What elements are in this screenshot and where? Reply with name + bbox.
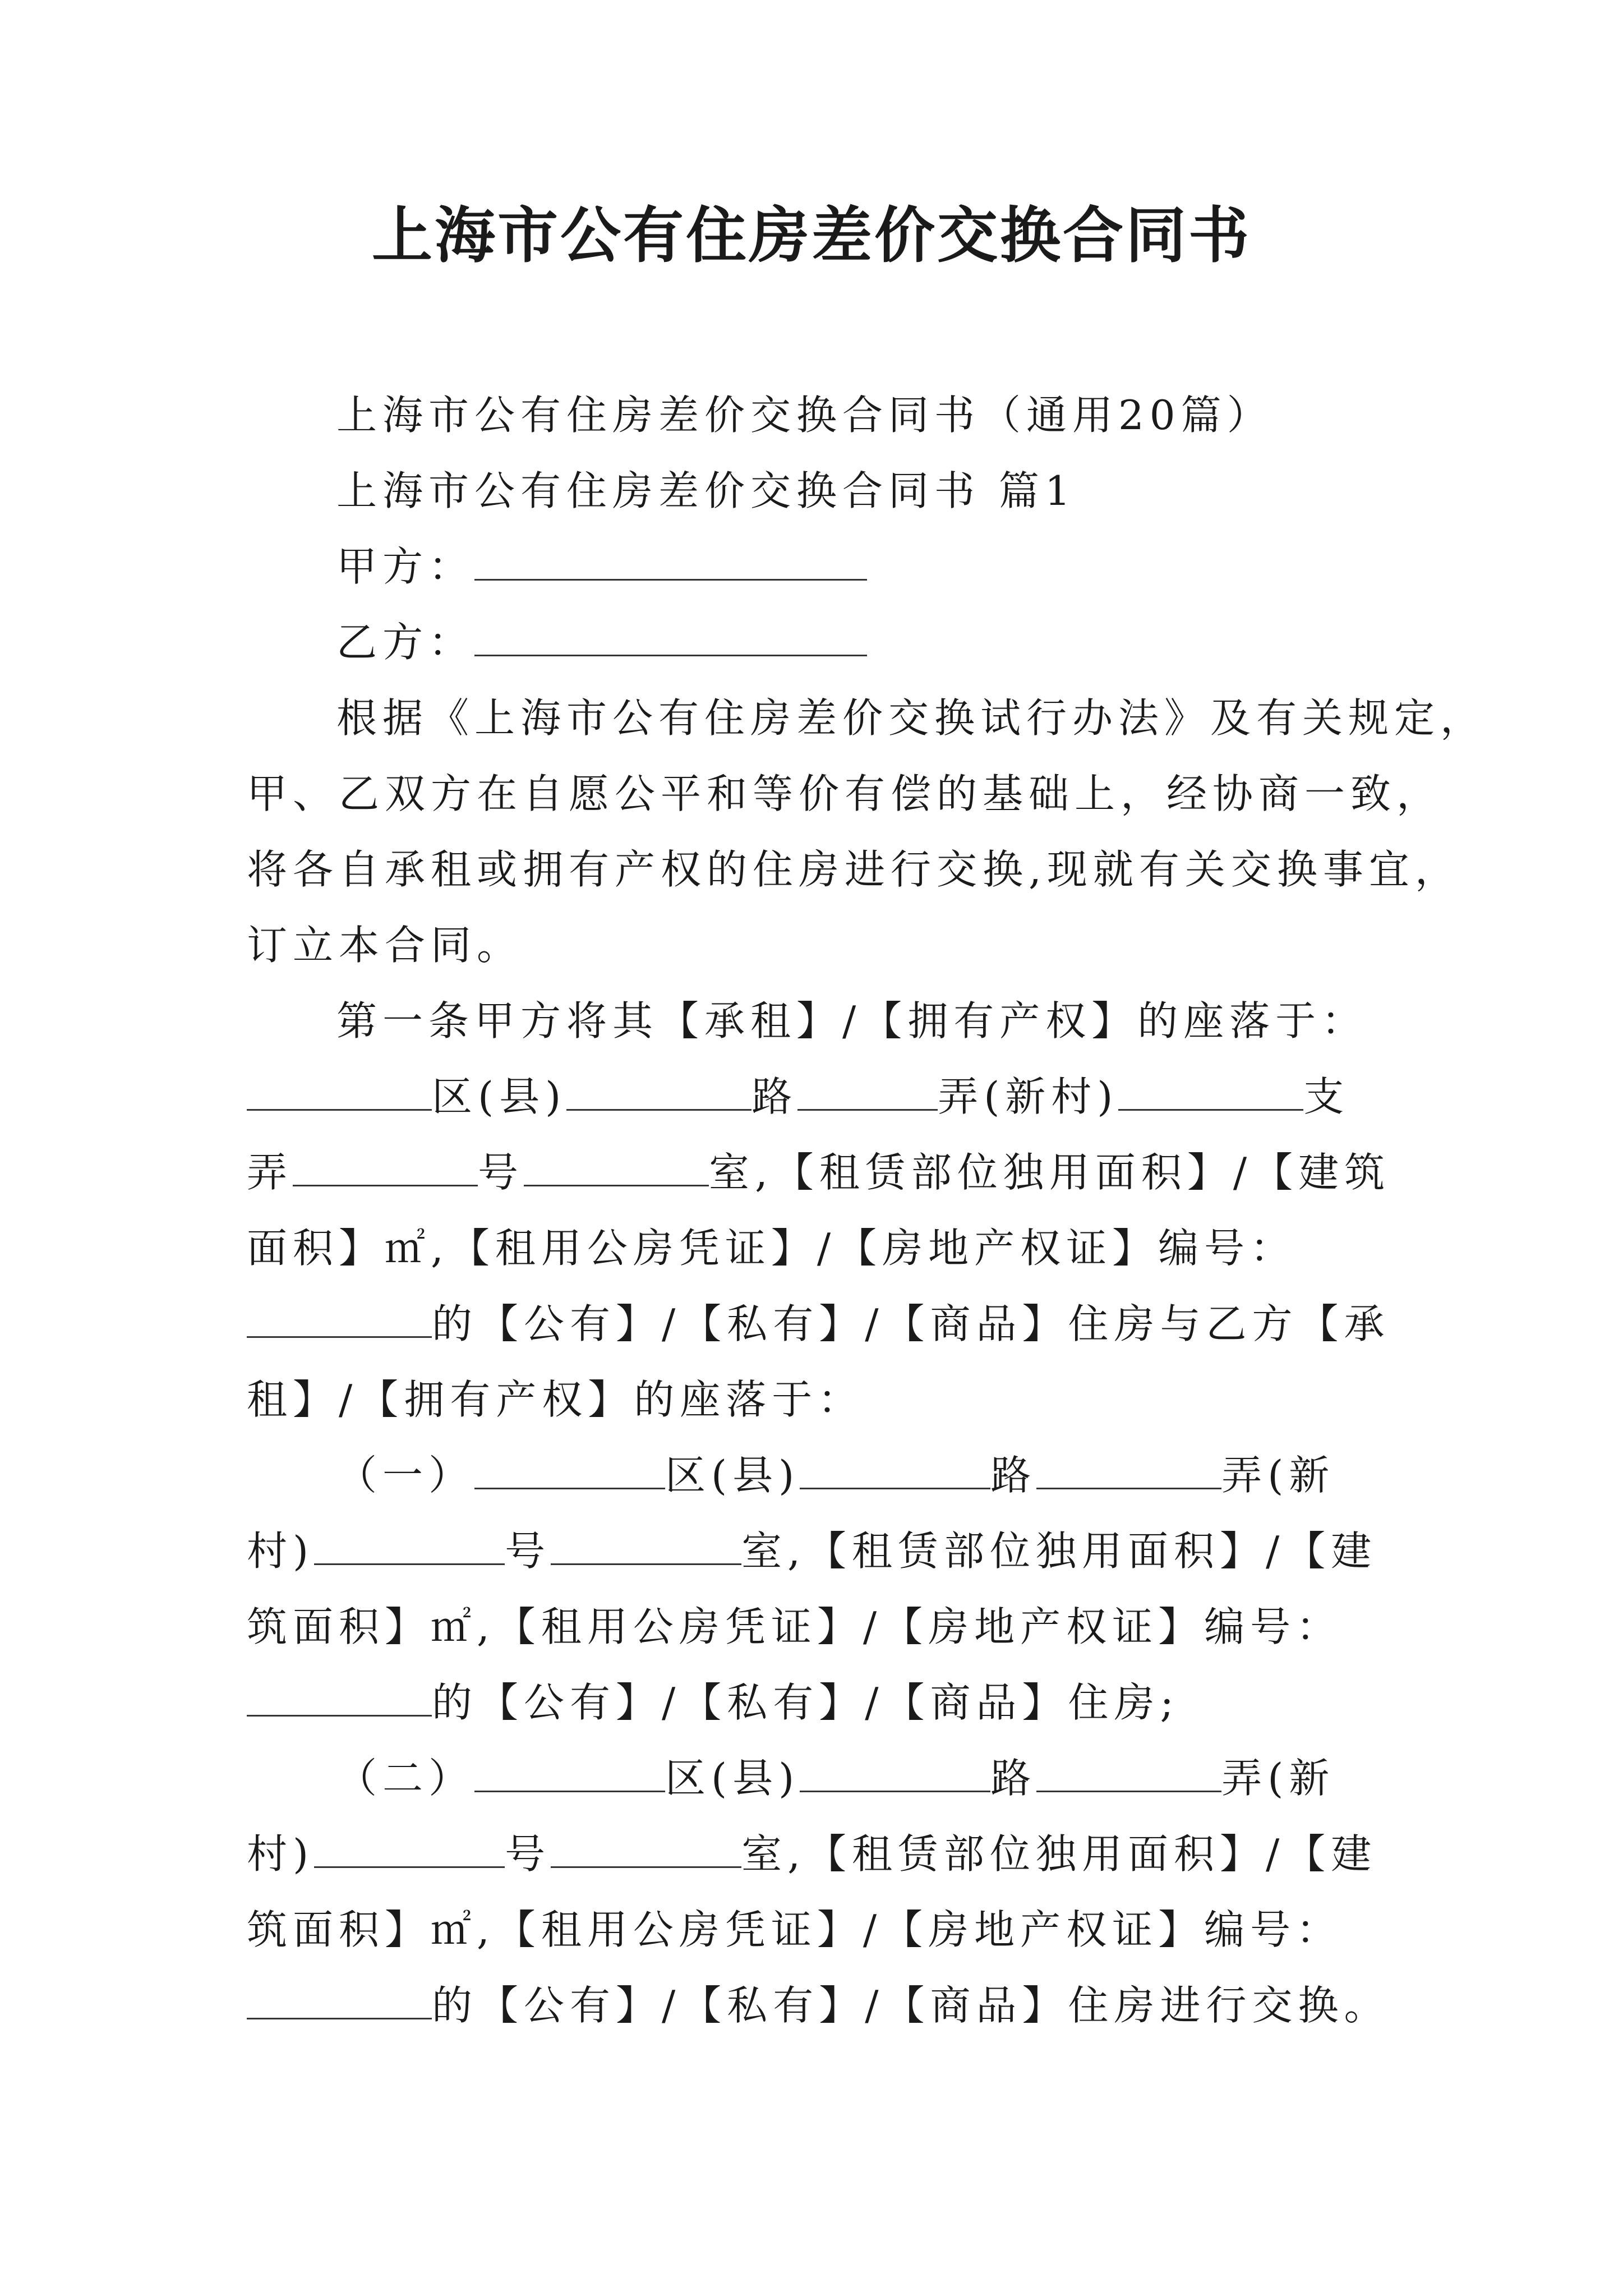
- paragraph-text: 的【公有】/【私有】/【商品】住房与乙方【承: [432, 1300, 1390, 1347]
- paragraph-line: 筑面积】㎡,【租用公房凭证】/【房地产权证】编号：: [247, 1603, 1343, 1650]
- item-one-label: （一）: [336, 1452, 475, 1499]
- lane-label: 弄(新: [1221, 1452, 1335, 1499]
- road-label: 路: [751, 1073, 798, 1120]
- paragraph-line: [247, 1977, 1390, 2033]
- paragraph-line: 根据《上海市公有住房差价交换试行办法》及有关规定，: [336, 694, 1487, 742]
- party-b-line: [336, 614, 867, 670]
- blank-field: [474, 1454, 665, 1489]
- blank-field: [247, 1984, 432, 2019]
- paragraph-line: [247, 1674, 1179, 1731]
- blank-field: [293, 1151, 478, 1186]
- blank-field: [247, 1075, 432, 1111]
- lane-label: 弄: [247, 1149, 293, 1196]
- paragraph-line: [247, 1296, 1390, 1352]
- party-a-label: 甲方：: [336, 543, 475, 590]
- paragraph-line: 面积】㎡,【租用公房凭证】/【房地产权证】编号：: [247, 1225, 1297, 1272]
- article-one-line: 第一条甲方将其【承租】/【拥有产权】的座落于：: [336, 997, 1368, 1045]
- road-label: 路: [990, 1755, 1037, 1802]
- village-label: 村): [247, 1527, 315, 1575]
- room-label: 室,【租赁部位独用面积】/【建: [741, 1527, 1377, 1575]
- blank-field: [524, 1151, 709, 1186]
- party-a-line: [336, 539, 867, 595]
- district-label: 区(县): [432, 1073, 567, 1120]
- paragraph-line: 订立本合同。: [247, 922, 523, 969]
- blank-field: [314, 1833, 505, 1868]
- blank-field: [314, 1530, 505, 1565]
- number-label: 号: [478, 1149, 524, 1196]
- address-line: [247, 1826, 1377, 1882]
- paragraph-text: 的【公有】/【私有】/【商品】住房进行交换。: [432, 1982, 1390, 2029]
- blank-field: [800, 1757, 990, 1792]
- blank-field: [797, 1075, 938, 1111]
- district-label: 区(县): [665, 1755, 800, 1802]
- district-label: 区(县): [665, 1452, 800, 1499]
- address-line: [247, 1144, 1390, 1200]
- road-label: 路: [990, 1452, 1037, 1499]
- blank-field: [800, 1454, 990, 1489]
- blank-field: [551, 1530, 741, 1565]
- blank-field: [474, 1757, 665, 1792]
- address-line: [247, 1069, 1349, 1125]
- blank-field: [1036, 1454, 1221, 1489]
- lane-label: 弄(新村): [938, 1073, 1119, 1120]
- number-label: 号: [505, 1830, 551, 1878]
- party-b-blank: [474, 621, 867, 656]
- village-label: 村): [247, 1830, 315, 1878]
- subtitle-line: 上海市公有住房差价交换合同书（通用20篇）: [336, 392, 1273, 439]
- blank-field: [247, 1681, 432, 1717]
- number-label: 号: [505, 1527, 551, 1575]
- blank-field: [1036, 1757, 1221, 1792]
- document-title: 上海市公有住房差价交换合同书: [371, 200, 1251, 271]
- item-one-line: [336, 1447, 1335, 1503]
- blank-field: [247, 1303, 432, 1338]
- paragraph-line: 甲、乙双方在自愿公平和等价有偿的基础上，经协商一致，: [247, 770, 1443, 817]
- paragraph-line: 将各自承租或拥有产权的住房进行交换,现就有关交换事宜，: [247, 846, 1461, 893]
- lane-label: 弄(新: [1221, 1755, 1335, 1802]
- address-line: [247, 1523, 1377, 1579]
- paragraph-line: 筑面积】㎡,【租用公房凭证】/【房地产权证】编号：: [247, 1906, 1343, 1953]
- item-two-line: [336, 1750, 1335, 1806]
- section-heading: 上海市公有住房差价交换合同书 篇1: [336, 467, 1076, 514]
- paragraph-text: 的【公有】/【私有】/【商品】住房;: [432, 1679, 1179, 1726]
- blank-field: [566, 1075, 751, 1111]
- room-label: 室,【租赁部位独用面积】/【建筑: [709, 1149, 1391, 1196]
- paragraph-line: 租】/【拥有产权】的座落于：: [247, 1376, 864, 1423]
- party-b-label: 乙方：: [336, 619, 475, 666]
- blank-field: [551, 1833, 741, 1868]
- item-two-label: （二）: [336, 1755, 475, 1802]
- party-a-blank: [474, 545, 867, 581]
- room-label: 室,【租赁部位独用面积】/【建: [741, 1830, 1377, 1878]
- blank-field: [1118, 1075, 1303, 1111]
- branch-label: 支: [1303, 1073, 1350, 1120]
